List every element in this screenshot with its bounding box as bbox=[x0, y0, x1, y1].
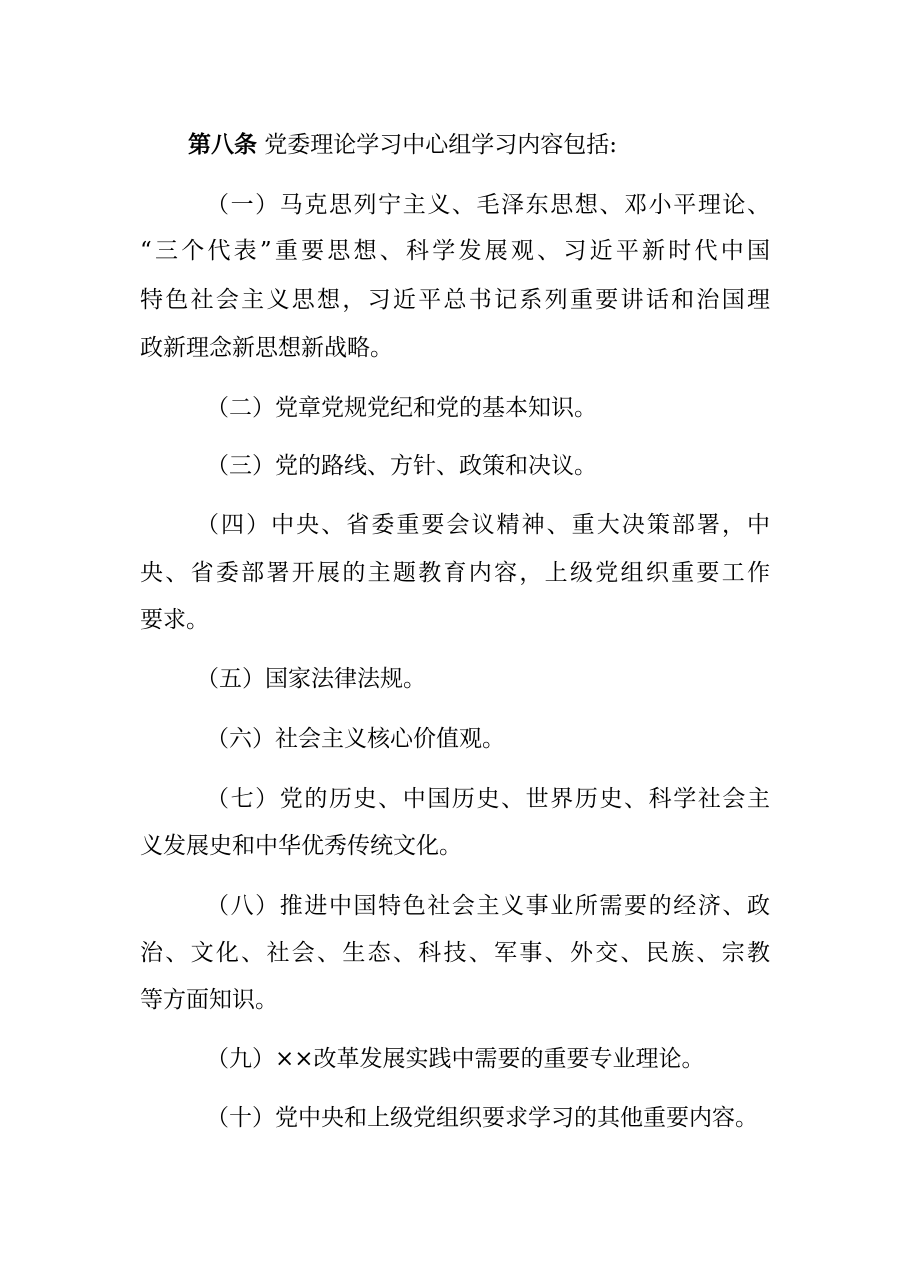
item-7-line-2: 义发展史和中华优秀传统文化。 bbox=[140, 833, 462, 859]
item-8-line-3: 等方面知识。 bbox=[140, 987, 278, 1013]
item-4-line-2: 央、省委部署开展的主题教育内容，上级党组织重要工作 bbox=[140, 560, 770, 586]
item-2-line-1: （二）党章党规党纪和党的基本知识。 bbox=[206, 395, 597, 421]
article-number: 第八条 bbox=[188, 131, 257, 158]
item-1-line-1: （一）马克思列宁主义、毛泽东思想、邓小平理论、 bbox=[206, 192, 770, 218]
item-4-line-3: 要求。 bbox=[140, 607, 209, 633]
item-6-line-1: （六）社会主义核心价值观。 bbox=[206, 726, 505, 752]
item-1-line-3: 特色社会主义思想，习近平总书记系列重要讲话和治国理 bbox=[140, 287, 770, 313]
article-heading-text: 党委理论学习中心组学习内容包括: bbox=[257, 132, 618, 158]
item-10-line-1: （十）党中央和上级党组织要求学习的其他重要内容。 bbox=[206, 1105, 758, 1131]
item-4-line-1: （四）中央、省委重要会议精神、重大决策部署，中 bbox=[196, 512, 770, 538]
item-8-line-2: 治、文化、社会、生态、科技、军事、外交、民族、宗教 bbox=[140, 940, 770, 966]
article-heading bbox=[188, 130, 768, 160]
item-5-line-1: （五）国家法律法规。 bbox=[196, 666, 426, 692]
item-9-line-1: （九）××改革发展实践中需要的重要专业理论。 bbox=[206, 1046, 705, 1072]
item-3-line-1: （三）党的路线、方针、政策和决议。 bbox=[206, 453, 597, 479]
item-1-line-4: 政新理念新思想新战略。 bbox=[140, 335, 393, 361]
item-1-line-2: “三个代表”重要思想、科学发展观、习近平新时代中国 bbox=[140, 238, 770, 264]
item-8-line-1: （八）推进中国特色社会主义事业所需要的经济、政 bbox=[206, 893, 770, 919]
item-7-line-1: （七）党的历史、中国历史、世界历史、科学社会主 bbox=[206, 786, 770, 812]
